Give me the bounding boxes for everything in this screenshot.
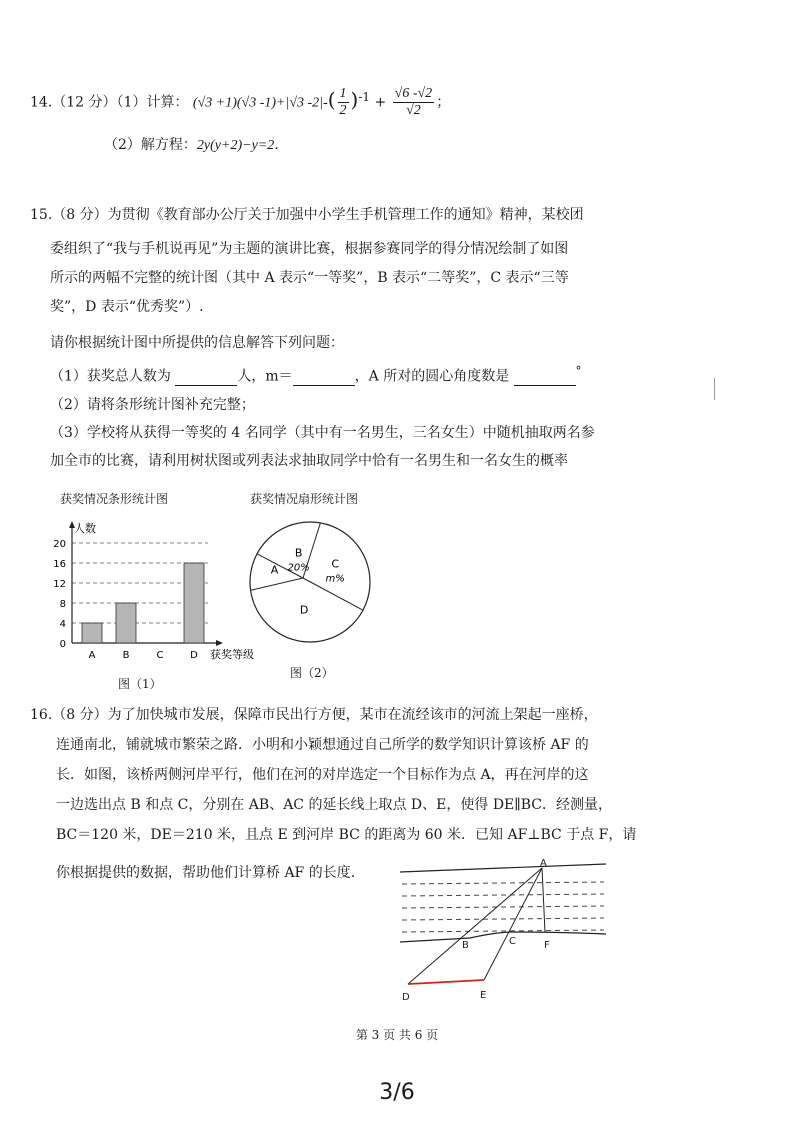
q15-number: 15. <box>30 207 53 223</box>
q16-line1: 16.（8 分）为了加快城市发展，保障市民出行方便，某市在流经该市的河流上架起一座桥， <box>30 707 598 723</box>
pie-label-A: A <box>270 563 279 577</box>
label-C: C <box>509 936 516 947</box>
q14-plus: + <box>374 94 387 111</box>
q14-number: 14. <box>30 94 53 111</box>
q14-score: （12 分） <box>52 94 117 111</box>
pie-slice-value: m% <box>325 573 345 585</box>
q15-part1: （1）获奖总人数为 人，m＝ ，A 所对的圆心角度数是 ° <box>50 364 582 385</box>
q14-part1-label: （1）计算： <box>116 94 189 111</box>
scan-mark <box>714 378 715 400</box>
label-E: E <box>480 990 487 1001</box>
fig1-caption: 图（1） <box>118 677 162 691</box>
q14-fraction-half: $\frac{1}{2}$ <box>339 86 347 118</box>
q16-line3: 长．如图，该桥两侧河岸平行，他们在河的对岸选定一个目标作为点 A，再在河岸的这 <box>56 767 589 783</box>
y-tick-label: 20 <box>53 539 66 550</box>
fig2-caption: 图（2） <box>290 666 334 680</box>
label-A: A <box>540 858 547 869</box>
y-tick-label: 16 <box>53 559 66 570</box>
q15-line2: 委组织了“我与手机说再见”为主题的演讲比赛，根据参赛同学的得分情况绘制了如图 <box>50 241 569 257</box>
q15-line3: 所示的两幅不完整的统计图（其中 A 表示“一等奖”，B 表示“二等奖”，C 表示“三等 <box>50 270 569 286</box>
pie-chart-title: 获奖情况扇形统计图 <box>250 492 359 506</box>
q14-exponent: -1 <box>358 89 371 104</box>
q16-line5: BC＝120 米，DE＝210 米，且点 E 到河岸 BC 的距离为 60 米．已知 AF⊥BC 于点 F，请 <box>56 827 637 843</box>
pie-chart <box>240 518 380 648</box>
y-tick-label: 4 <box>59 619 66 630</box>
q16-line4: 一边选出点 B 和点 C，分别在 AB、AC 的延长线上取点 D、E，使得 DE∥BC．经测量， <box>56 797 612 813</box>
y-tick-label: 8 <box>59 599 66 610</box>
q15-blank-m[interactable] <box>293 371 355 386</box>
page-counter: 3/6 <box>379 1080 415 1105</box>
y-tick-label: 0 <box>59 639 66 650</box>
q14-expression: (√3 +1)(√3 -1)+|√3 -2|- <box>192 95 328 111</box>
pie-label-D: D <box>299 603 309 617</box>
pie-label-B: B <box>294 546 303 560</box>
y-axis-label: 人数 <box>74 522 96 535</box>
q16-line6: 你根据提供的数据，帮助他们计算桥 AF 的长度. <box>56 865 356 881</box>
near-river-bank <box>400 932 606 942</box>
far-river-bank <box>400 864 606 872</box>
q14-part2-label: （2）解方程： <box>104 137 197 153</box>
label-B: B <box>462 940 469 951</box>
pie-divider <box>251 578 303 590</box>
q14-line2 <box>104 136 288 155</box>
pie-label-C: C <box>331 557 340 571</box>
bar-B <box>116 603 136 643</box>
segment-DE <box>408 980 484 984</box>
q14-line1: 14.（12 分）（1）计算： (√3 +1)(√3 -1)+|√3 -2|-( $\frac{1}{2}$ )$^{-1}$ + $\frac{√6 -√2}{√2}$ ； <box>30 86 451 118</box>
bar-A <box>82 623 102 643</box>
page-info: 第 3 页 共 6 页 <box>355 1028 439 1042</box>
q15-line1: 15.（8 分）为贯彻《教育部办公厅关于加强中小学生手机管理工作的通知》精神，某校团 <box>30 207 584 223</box>
q14-fraction-root: $\frac{√6 -√2}{√2}$ <box>394 86 433 118</box>
line-AD <box>408 868 542 984</box>
x-tick-label: D <box>190 650 198 661</box>
pie-slice-value: 20% <box>287 562 310 574</box>
bar-D <box>184 563 204 643</box>
line-AE <box>484 868 542 980</box>
x-axis-arrow <box>216 640 223 646</box>
q15-blank-angle[interactable] <box>514 371 576 386</box>
x-tick-label: A <box>88 650 96 661</box>
bar-chart-title: 获奖情况条形统计图 <box>60 492 169 506</box>
x-tick-label: C <box>156 650 164 661</box>
q14-equation: 2y(y+2)−y=2． <box>196 138 289 153</box>
q15-blank-total[interactable] <box>175 371 237 386</box>
q15-part3-line2: 加全市的比赛，请利用树状图或列表法求抽取同学中恰有一名男生和一名女生的概率 <box>50 453 568 469</box>
q15-line4: 奖”，D 表示“优秀奖”）. <box>50 299 204 315</box>
q15-line5: 请你根据统计图中所提供的信息解答下列问题： <box>50 335 344 351</box>
q15-part3-line1: （3）学校将从获得一等奖的 4 名同学（其中有一名男生，三名女生）中随机抽取两名参 <box>50 425 595 441</box>
q14-semicolon: ； <box>436 94 451 111</box>
q16-line2: 连通南北，铺就城市繁荣之路．小明和小颖想通过自己所学的数学知识计算该桥 AF 的 <box>56 737 589 753</box>
x-tick-label: B <box>122 650 130 661</box>
bridge-diagram <box>396 856 612 1006</box>
y-tick-label: 12 <box>53 579 66 590</box>
label-F: F <box>544 940 550 951</box>
river-water-lines <box>402 882 604 932</box>
q16-number: 16. <box>30 707 53 723</box>
line-AF <box>542 868 545 932</box>
label-D: D <box>402 992 410 1003</box>
x-axis-label: 获奖等级 <box>210 648 254 661</box>
q15-part2: （2）请将条形统计图补充完整； <box>50 397 255 413</box>
